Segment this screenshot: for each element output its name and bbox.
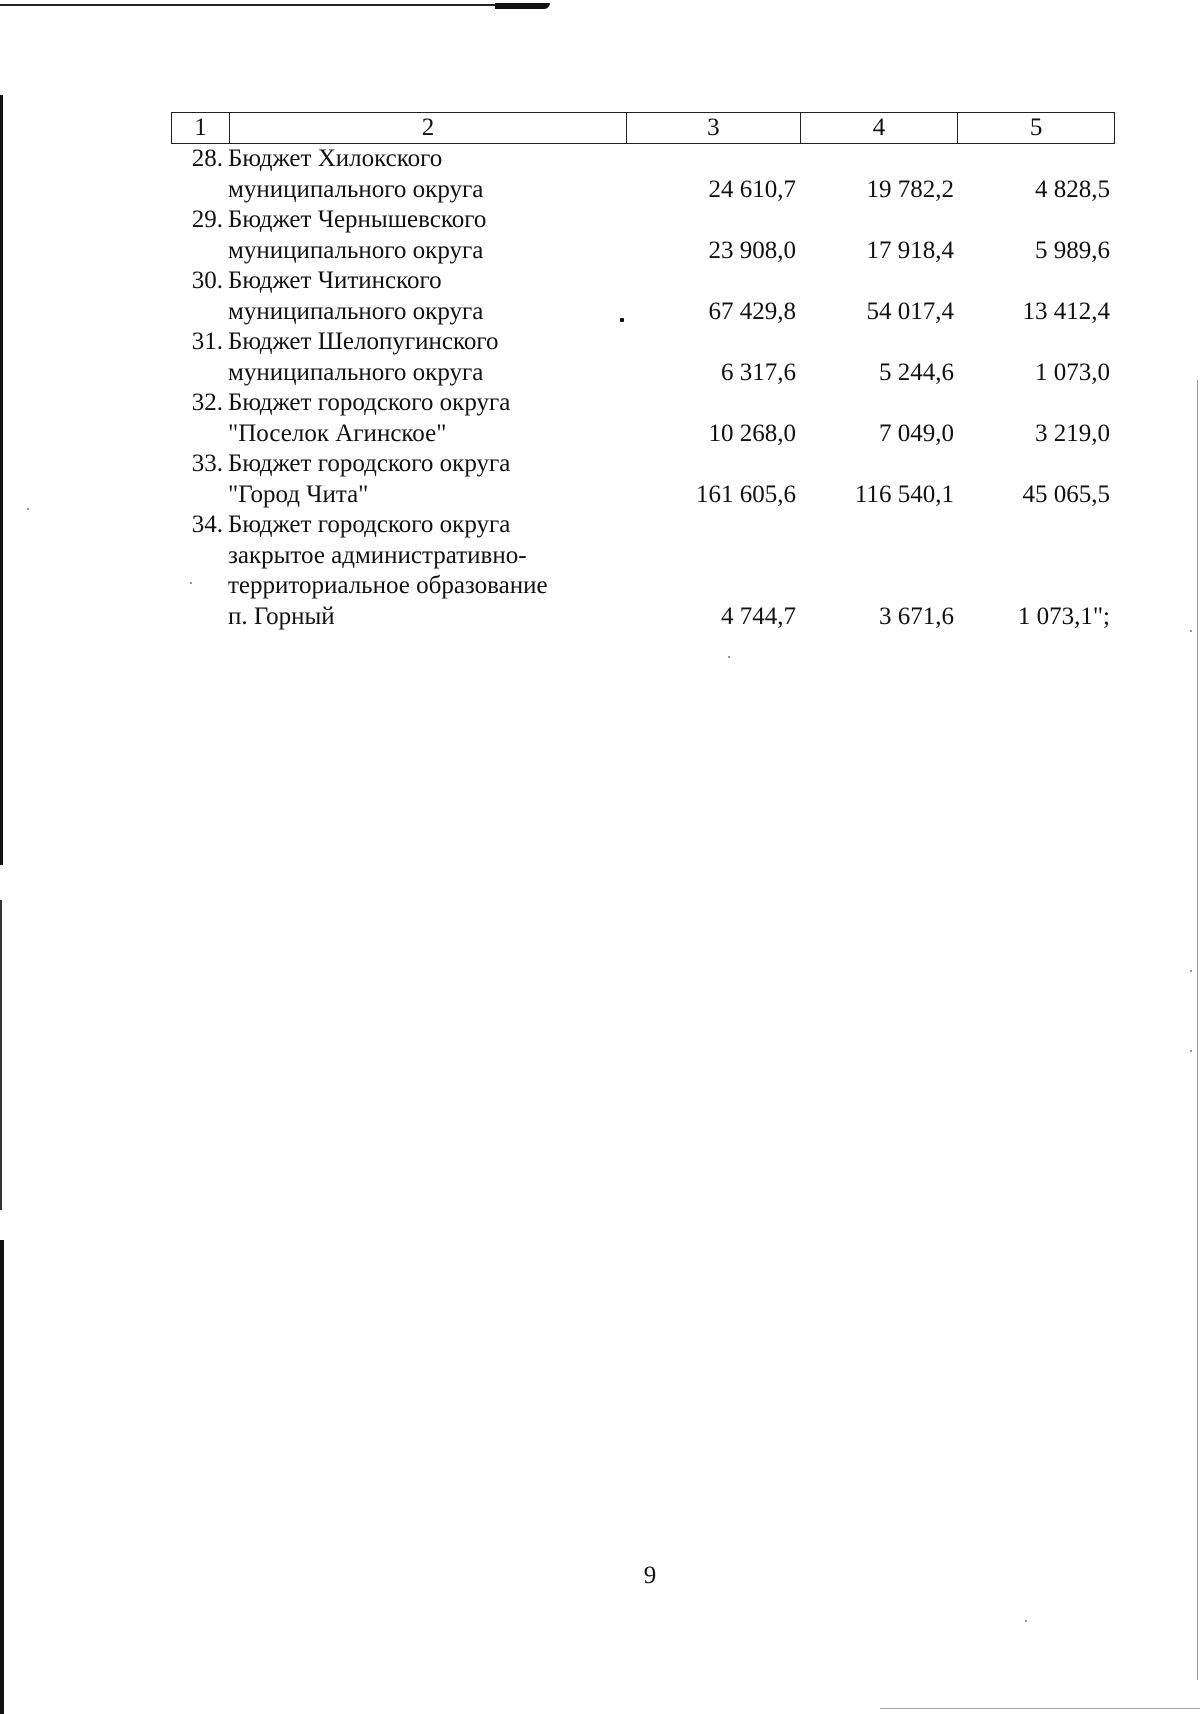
value-column-3: 161 605,6 xyxy=(696,480,796,508)
value-column-4: 5 244,6 xyxy=(879,358,954,386)
budget-table xyxy=(171,112,1115,632)
scan-mark xyxy=(495,3,550,9)
scan-left-edge xyxy=(0,95,3,865)
table-row xyxy=(171,510,1115,632)
scan-speck xyxy=(27,508,29,510)
value-column-3: 10 268,0 xyxy=(708,419,796,447)
scan-speck xyxy=(1025,1620,1027,1622)
budget-name: Бюджет городского округа "Город Чита" xyxy=(228,450,511,508)
table-row xyxy=(171,266,1115,327)
value-column-5: 1 073,0 xyxy=(1035,358,1110,386)
budget-name: Бюджет Читинского муниципального округа xyxy=(228,267,484,325)
row-number: 30. xyxy=(191,267,223,294)
scan-speck xyxy=(1190,1050,1192,1052)
table-row xyxy=(171,144,1115,205)
value-column-3: 24 610,7 xyxy=(708,175,796,203)
column-header-5: 5 xyxy=(1029,114,1043,141)
column-header-4: 4 xyxy=(801,113,959,143)
row-number: 29. xyxy=(191,206,223,233)
value-column-3: 67 429,8 xyxy=(708,297,796,325)
scan-edge-line xyxy=(0,4,548,6)
table-row xyxy=(171,449,1115,510)
scan-bottom-line xyxy=(880,1708,1200,1709)
table-row xyxy=(171,327,1115,388)
row-number: 33. xyxy=(191,450,223,477)
value-column-4: 3 671,6 xyxy=(879,602,954,630)
value-column-5: 5 989,6 xyxy=(1035,236,1110,264)
row-number: 28. xyxy=(191,145,223,172)
value-column-4: 19 782,2 xyxy=(866,175,954,203)
scan-left-edge xyxy=(0,1240,4,1714)
value-column-4: 116 540,1 xyxy=(854,480,954,508)
budget-name: Бюджет городского округа "Поселок Агинское" xyxy=(228,389,511,447)
value-column-5: 1 073,1"; xyxy=(1017,602,1110,630)
budget-name: Бюджет городского округа закрытое административно- территориальное образование п. Горный xyxy=(228,511,548,630)
table-row xyxy=(171,205,1115,266)
page-number: 9 xyxy=(643,1562,657,1589)
value-column-5: 13 412,4 xyxy=(1022,297,1110,325)
budget-name: Бюджет Хилокского муниципального округа xyxy=(228,145,484,203)
value-column-4: 54 017,4 xyxy=(866,297,954,325)
value-column-4: 7 049,0 xyxy=(879,419,954,447)
scan-speck xyxy=(728,656,730,658)
row-number: 31. xyxy=(191,328,223,355)
column-header-1: 1 xyxy=(172,113,230,143)
column-header-3: 3 xyxy=(627,113,801,143)
column-header-2: 2 xyxy=(230,113,627,143)
value-column-5: 4 828,5 xyxy=(1035,175,1110,203)
row-number: 32. xyxy=(191,389,223,416)
scan-left-edge xyxy=(0,900,2,1210)
value-column-3: 23 908,0 xyxy=(708,236,796,264)
row-number: 34. xyxy=(191,511,223,538)
table-header-row xyxy=(171,112,1115,144)
scan-speck xyxy=(1190,630,1192,632)
value-column-5: 3 219,0 xyxy=(1035,419,1110,447)
value-column-3: 6 317,6 xyxy=(721,358,796,386)
value-column-3: 4 744,7 xyxy=(721,602,796,630)
value-column-4: 17 918,4 xyxy=(866,236,954,264)
value-column-5: 45 065,5 xyxy=(1022,480,1110,508)
scan-speck xyxy=(1190,970,1192,972)
scan-right-edge xyxy=(1197,380,1198,1680)
table-row xyxy=(171,388,1115,449)
budget-name: Бюджет Шелопугинского муниципального округа xyxy=(228,328,499,386)
budget-name: Бюджет Чернышевского муниципального округа xyxy=(228,206,487,264)
